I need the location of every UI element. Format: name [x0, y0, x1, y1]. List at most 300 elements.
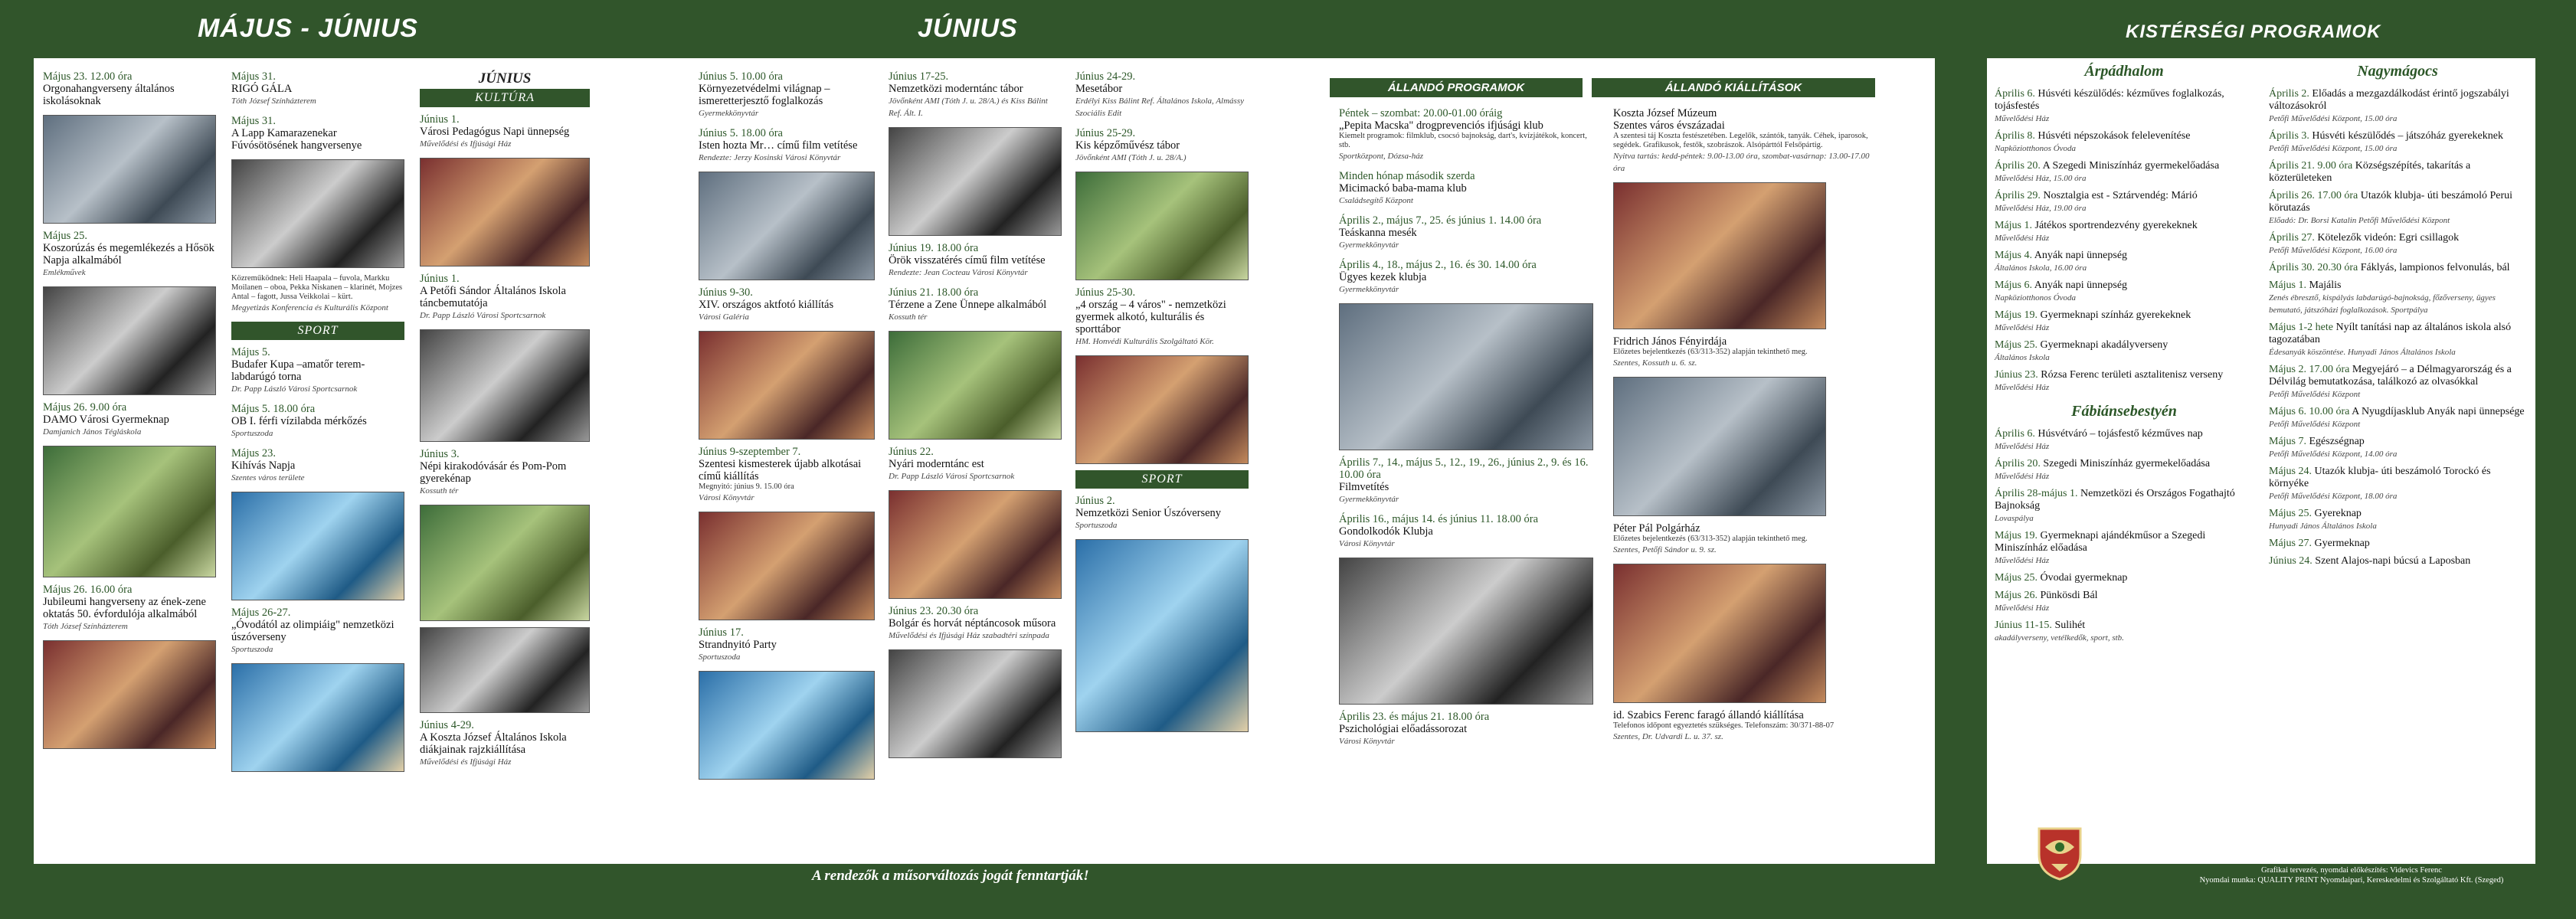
town-event-item [1995, 88, 2254, 125]
event-date: Május 2. 17.00 óra [2269, 364, 2352, 375]
event-venue: Petőfi Művelődési Központ, 18.00 óra [2269, 492, 2398, 501]
town-heading-arpadhalom: Árpádhalom [2084, 63, 2164, 80]
event-venue: Emlékművek [43, 268, 86, 277]
photo-pool-party [699, 671, 875, 780]
event-title: Egészségnap [2309, 436, 2365, 447]
event-title: RIGÓ GÁLA [231, 83, 293, 95]
photo-museum-interior [1613, 182, 1826, 329]
event-date: Május 1-2 hete [2269, 322, 2336, 333]
event-venue: Hunyadi János Általános Iskola [2269, 522, 2377, 531]
event-venue: Petőfi Művelődési Központ, 14.00 óra [2269, 450, 2398, 459]
imprint-line: Grafikai tervezés, nyomdai előkészítés: Videvics Ferenc [2261, 866, 2442, 875]
town-event-item [1995, 590, 2254, 614]
junius-heading: JÚNIUS [478, 70, 532, 87]
event-date: Május 7. [2269, 436, 2309, 447]
column-junius-3 [889, 70, 1062, 764]
town-event-item [1995, 250, 2254, 274]
imprint-line: 6600 Szentes, Kossuth tér 6. sz. · Tel: 63/510-300 Fax: 63/313-341 [2244, 856, 2460, 865]
town-event-item [2269, 322, 2526, 358]
event-title: Szentesi kismesterek újabb alkotásai című kiállítás [699, 458, 862, 482]
town-event-item [1995, 369, 2254, 394]
event-item [699, 286, 875, 323]
event-venue: Városi Könyvtár [1339, 539, 1395, 548]
imprint-line: Kiadja: Szentes Város Önkormányzata Polgármesteri Hivatala [2251, 826, 2452, 835]
town-event-item [2269, 555, 2526, 567]
imprint-line: Felelős kiadó: Szirbik Imre polgármester [2285, 836, 2418, 845]
event-date: Május 5. [231, 346, 270, 358]
event-title: Utazók klubja- úti beszámoló Perui körutazás [2269, 190, 2513, 214]
column-majus-2 [231, 70, 404, 778]
event-title: Népi kirakodóvásár és Pom-Pom gyerekénap [420, 460, 567, 485]
event-venue: Művelődési Ház [1995, 114, 2050, 123]
event-item [420, 273, 590, 322]
event-title: Óvodai gyermeknap [2040, 572, 2128, 584]
event-title: Jubileumi hangverseny az ének-zene oktatás 50. évfordulója alkalmából [43, 596, 206, 620]
event-venue: Városi Galéria [699, 312, 749, 322]
section-header-sport: SPORT [231, 322, 404, 340]
imprint-line: Nyomdai munka: QUALITY PRINT Nyomdaipari, Kereskedelmi és Szolgáltató Kft. (Szeged) [2199, 876, 2504, 885]
event-date: Június 25-29. [1075, 127, 1136, 139]
event-item [1339, 259, 1593, 296]
town-heading-nagymagocs: Nagymágocs [2357, 63, 2438, 80]
event-date: Május 26. 16.00 óra [43, 584, 133, 596]
event-date: Április 29. [1995, 190, 2044, 201]
event-item [699, 127, 875, 164]
town-event-item [1995, 488, 2254, 525]
photo-dance-show [420, 329, 590, 442]
exhibition-subtitle: Szentes város évszázadai [1613, 119, 1725, 132]
event-item [1339, 214, 1593, 251]
event-venue: Művelődési Ház [1995, 603, 2050, 613]
event-date: Május 23. [231, 447, 276, 460]
event-title: Szegedi Miniszínház gyermekelőadása [2043, 458, 2211, 469]
town-event-item [2269, 190, 2526, 227]
photo-burgher-house [1613, 564, 1826, 703]
event-item [699, 626, 875, 663]
event-venue: Dr. Papp László Városi Sportcsarnok [889, 472, 1015, 481]
header-center-title: JÚNIUS [918, 14, 1018, 43]
event-venue: Petőfi Művelődési Központ, 15.00 óra [2269, 144, 2398, 153]
photo-swimming [231, 663, 404, 772]
photo-fair [420, 505, 590, 621]
event-title: Községszépítés, takarítás a közterületeken [2269, 160, 2471, 184]
exhibition-note: Előzetes bejelentkezés (63/313-352) alapján tekinthető meg. [1613, 348, 1808, 356]
photo-art-camp [1075, 172, 1249, 280]
event-date: Április 30. 20.30 óra [2269, 262, 2361, 273]
event-venue: Erdélyi Kiss Bálint Ref. Általános Iskola, Almássy Szociális Edit [1075, 96, 1244, 118]
event-date: Május 6. [1995, 280, 2034, 291]
event-date: Május 25. [1995, 339, 2041, 351]
photo-folk-dancers [889, 649, 1062, 758]
event-date: Június 9-szeptember 7. [699, 446, 801, 458]
event-title: Pszichológiai előadássorozat [1339, 723, 1468, 735]
event-title: Gyermeknapi akadályverseny [2040, 339, 2168, 351]
event-date: Május 23. 12.00 óra [43, 70, 133, 83]
event-title: Nyári moderntánc est [889, 458, 984, 470]
event-venue: Sportuszoda [1075, 521, 1118, 530]
event-venue: Művelődési Ház [1995, 556, 2050, 565]
photo-teachers-day [420, 158, 590, 267]
event-venue: Művelődési és Ifjúsági Ház [420, 139, 512, 149]
event-date: Április 28-május 1. [1995, 488, 2080, 499]
event-item [1339, 170, 1593, 207]
photo-wind-quintet [231, 159, 404, 268]
event-item [889, 446, 1062, 482]
event-venue: Dr. Papp László Városi Sportcsarnok [231, 384, 358, 394]
event-date: Június 24-29. [1075, 70, 1136, 83]
photo-sport-challenge [231, 492, 404, 600]
town-event-item [1995, 280, 2254, 304]
header-left-title: MÁJUS - JÚNIUS [198, 14, 418, 43]
exhibition-title: Péter Pál Polgárház [1613, 522, 1700, 535]
event-title: Környezetvédelmi világnap – ismeretterjesztő foglalkozás [699, 83, 830, 107]
event-venue: Városi Könyvtár [1339, 737, 1395, 746]
town-event-item [2269, 232, 2526, 257]
event-item [231, 274, 404, 314]
event-title: Anyák napi ünnepség [2034, 280, 2128, 291]
event-date: Április 6. [1995, 88, 2038, 100]
event-venue: Művelődési Ház, 19.00 óra [1995, 204, 2087, 213]
event-title: Gyermeknapi ajándékműsor a Szegedi Miniszínház előadása [1995, 530, 2206, 554]
event-venue: Petőfi Művelődési Központ, 15.00 óra [2269, 114, 2398, 123]
column-junius-4 [1075, 70, 1249, 738]
event-title: Nosztalgia est - Sztárvendég: Márió [2043, 190, 2198, 201]
event-title: Kis képzőművész tábor [1075, 139, 1180, 152]
photo-exhibition [699, 331, 875, 440]
event-item [699, 70, 875, 119]
section-header-kultura: KULTÚRA [420, 89, 590, 107]
exhibition-item [1613, 522, 1871, 556]
imprint-line: Szerkesztőség: Szentes Város Önkormányzata Polgármesteri Hivatala [2239, 846, 2464, 855]
event-item [231, 447, 404, 484]
town-event-item [1995, 339, 2254, 364]
city-crest-icon [2036, 824, 2083, 881]
event-venue: Tóth József Színházterem [231, 96, 316, 106]
event-title: Ügyes kezek klubja [1339, 271, 1427, 283]
event-date: Május 4. [1995, 250, 2034, 261]
town-heading-fabiansebestyen: Fábiánsebestyén [2071, 403, 2177, 420]
exhibition-item [1613, 107, 1871, 175]
event-date: Április 6. [1995, 428, 2038, 440]
event-venue: Sportuszoda [699, 652, 741, 662]
event-venue: Petőfi Művelődési Központ [2269, 420, 2361, 429]
town-event-item [2269, 406, 2526, 430]
event-date: Április 3. [2269, 130, 2313, 142]
event-venue: Gyermekkönyvtár [1339, 285, 1399, 294]
event-title: Térzene a Zene Ünnepe alkalmából [889, 299, 1047, 311]
event-venue: Édesanyák köszöntése. Hunyadi János Általános Iskola [2269, 348, 2456, 357]
event-date: Június 5. 18.00 óra [699, 127, 783, 139]
town-event-item [1995, 220, 2254, 244]
event-date: Május 31. [231, 115, 276, 127]
event-venue: Rendezte: Jean Cocteau Városi Könyvtár [889, 268, 1028, 277]
photo-choir [43, 640, 216, 749]
event-item [1075, 495, 1249, 531]
town-event-item [1995, 458, 2254, 482]
event-date: Május 26. 9.00 óra [43, 401, 127, 414]
event-item [889, 70, 1062, 119]
exhibition-title: Fridrich János Fényirdája [1613, 335, 1727, 348]
event-date: Április 2., május 7., 25. és június 1. 14.00 óra [1339, 214, 1542, 227]
column-kisterseg-right [2269, 60, 2526, 573]
event-item [1075, 286, 1249, 348]
column-junius-2 [699, 70, 875, 786]
event-date: Május 31. [231, 70, 276, 83]
event-venue: Kossuth tér [889, 312, 928, 322]
town-event-item [2269, 508, 2526, 532]
event-title: Teáskanna mesék [1339, 227, 1417, 239]
photo-memorial-ceremony [43, 286, 216, 395]
event-date: Június 19. 18.00 óra [889, 242, 979, 254]
event-item [231, 607, 404, 656]
event-date: Június 23. 20.30 óra [889, 605, 979, 617]
event-title: Szent Alajos-napi búcsú a Laposban [2315, 555, 2471, 567]
column-allando-kiallitasok [1613, 107, 1871, 751]
photo-organ-concert [43, 115, 216, 224]
event-item [889, 286, 1062, 323]
event-title: Örök visszatérés című film vetítése [889, 254, 1046, 267]
event-date: Minden hónap második szerda [1339, 170, 1475, 182]
event-title: Utazók klubja- úti beszámoló Torockó és környéke [2269, 466, 2491, 489]
event-item [231, 403, 404, 440]
event-venue: Művelődési Ház, 15.00 óra [1995, 174, 2087, 183]
event-title: Micimackó baba-mama klub [1339, 182, 1467, 195]
event-date: Május 25. [2269, 508, 2315, 519]
event-venue: Petőfi Művelődési Központ [2269, 390, 2361, 399]
event-title: Orgonahangverseny általános iskolásoknak [43, 83, 175, 107]
photo-film-still [699, 172, 875, 280]
town-event-item [1995, 190, 2254, 214]
event-venue: Napköziotthonos Óvoda [1995, 293, 2077, 303]
event-note: Megnyitó: június 9. 15.00 óra [699, 482, 794, 491]
event-date: Április 21. 9.00 óra [2269, 160, 2355, 172]
event-venue: Sportuszoda [231, 645, 273, 654]
photo-computer-room [1339, 303, 1593, 450]
event-item [1339, 456, 1593, 505]
event-date: Június 11-15. [1995, 620, 2055, 631]
event-venue: Művelődési Ház [1995, 383, 2050, 392]
town-event-item [2269, 364, 2526, 401]
event-date: Április 20. [1995, 458, 2044, 469]
column-majus-1 [43, 70, 216, 755]
event-date: Június 9-30. [699, 286, 753, 299]
event-date: Június 23. [1995, 369, 2041, 381]
exhibition-note: Előzetes bejelentkezés (63/313-352) alapján tekinthető meg. [1613, 535, 1808, 543]
event-title: Anyák napi ünnepség [2034, 250, 2128, 261]
event-venue: Jövőnként AMI (Tóth J. u. 28/A.) [1075, 153, 1187, 162]
event-venue: Általános Iskola, 16.00 óra [1995, 263, 2087, 273]
event-title: XIV. országos aktfotó kiállítás [699, 299, 834, 311]
event-title: Filmvetítés [1339, 481, 1389, 493]
exhibition-address: Szentes, Dr. Udvardi L. u. 37. sz. [1613, 732, 1723, 741]
event-venue: Szentes város területe [231, 473, 305, 482]
event-item [889, 605, 1062, 642]
event-date: Április 8. [1995, 130, 2038, 142]
event-date: Május 19. [1995, 309, 2041, 321]
event-title: Gyermeknap [2314, 538, 2370, 549]
event-title: Gyereknap [2314, 508, 2362, 519]
nagymagocs-list [2269, 88, 2526, 567]
event-item [231, 115, 404, 152]
event-title: A Szegedi Miniszínház gyermekelőadása [2042, 160, 2220, 172]
exhibition-note: Telefonos időpont egyeztetés szükséges. Telefonszám: 30/371-88-07 [1613, 721, 1835, 730]
column-junius-1 [420, 70, 590, 776]
photo-modern-dance [889, 127, 1062, 236]
town-event-item [2269, 88, 2526, 125]
event-venue: Damjanich János Tégláskola [43, 427, 142, 437]
event-venue: Jövőnként AMI (Tóth J. u. 28/A.) és Kiss Bálint Ref. Ált. I. [889, 96, 1048, 118]
town-event-item [1995, 130, 2254, 155]
event-item [420, 719, 590, 768]
event-venue: Zenés ébresztő, kispályás labdarúgó-bajnokság, főzőverseny, ügyes bemutató, játszóházi foglalkozások. Sportpálya [2269, 293, 2496, 315]
photo-children-camp [1075, 355, 1249, 464]
event-item [1339, 107, 1593, 162]
event-title: DAMO Városi Gyermeknap [43, 414, 169, 426]
event-title: Rózsa Ferenc területi asztalitenisz verseny [2041, 369, 2224, 381]
header-bar [0, 0, 2576, 58]
event-title: Húsvétváró – tojásfestő kézműves nap [2038, 428, 2203, 440]
column-kisterseg-left [1995, 60, 2254, 649]
event-date: Május 24. [2269, 466, 2315, 477]
allando-programok-header: ÁLLANDÓ PROGRAMOK [1330, 78, 1583, 97]
event-venue: Városi Könyvtár [699, 493, 754, 502]
exhibition-title: id. Szabics Ferenc faragó állandó kiállítása [1613, 709, 1804, 721]
photo-childrens-day [43, 446, 216, 577]
town-event-item [2269, 436, 2526, 460]
town-event-item [2269, 130, 2526, 155]
section-header-sport: SPORT [1075, 470, 1249, 489]
event-date: Péntek – szombat: 20.00-01.00 óráig [1339, 107, 1503, 119]
town-event-item [1995, 530, 2254, 567]
event-title: Húsvéti készülődés: kézműves foglalkozás, tojásfestés [1995, 88, 2224, 112]
arpadhalom-list [1995, 88, 2254, 394]
event-title: Koszorúzás és megemlékezés a Hősök Napja alkalmából [43, 242, 214, 267]
event-item [231, 346, 404, 395]
event-item [43, 70, 216, 107]
event-title: Sulihét [2054, 620, 2086, 631]
event-date: Április 16., május 14. és június 11. 18.00 óra [1339, 513, 1539, 525]
event-date: Május 27. [2269, 538, 2315, 549]
event-item [1075, 70, 1249, 119]
event-item [1339, 711, 1593, 747]
event-title: A Koszta József Általános Iskola diákjainak rajzkiállítása [420, 731, 567, 756]
event-title: A Petőfi Sándor Általános Iskola táncbemutatója [420, 285, 566, 309]
event-venue: Művelődési Ház [1995, 234, 2050, 243]
event-venue: Előadó: Dr. Borsi Katalin Petőfi Művelődési Központ [2269, 216, 2450, 225]
exhibition-hours: Nyitva tartás: kedd-péntek: 9.00-13.00 óra, szombat-vasárnap: 13.00-17.00 óra [1613, 152, 1870, 173]
event-date: Június 1. [420, 113, 460, 126]
event-venue: HM. Honvédi Kulturális Szolgáltató Kör. [1075, 337, 1214, 346]
event-title: Kihívás Napja [231, 460, 296, 472]
event-date: Június 17-25. [889, 70, 949, 83]
event-item [420, 448, 590, 497]
event-venue: Sportuszoda [231, 429, 273, 438]
event-venue: Általános Iskola [1995, 353, 2050, 362]
event-date: Április 2. [2269, 88, 2313, 100]
event-venue: Művelődési Ház [1995, 472, 2050, 481]
event-venue: Kossuth tér [420, 486, 459, 495]
event-title: Mesetábor [1075, 83, 1123, 95]
event-item [43, 584, 216, 633]
event-date: Május 25. [43, 230, 87, 242]
event-venue: Tóth József Színházterem [43, 622, 128, 631]
event-date: Június 24. [2269, 555, 2316, 567]
event-venue: Sportközpont, Dózsa-ház [1339, 152, 1424, 161]
event-venue: Petőfi Művelődési Központ, 16.00 óra [2269, 246, 2398, 255]
event-venue: Rendezte: Jerzy Kosinski Városi Könyvtár [699, 153, 841, 162]
event-title: Gyermeknapi színház gyerekeknek [2040, 309, 2191, 321]
event-date: Június 17. [699, 626, 744, 639]
photo-photo-studio [1613, 377, 1826, 516]
photo-crafts [699, 512, 875, 620]
event-venue: Gyermekkönyvtár [1339, 240, 1399, 250]
event-item [43, 230, 216, 279]
photo-statue [420, 627, 590, 713]
event-venue: Lovaspálya [1995, 514, 2034, 523]
event-date: Május 25. [1995, 572, 2041, 584]
event-date: Június 4-29. [420, 719, 474, 731]
event-title: Húsvéti készülődés – játszóház gyerekeknek [2312, 130, 2503, 142]
fabiansebestyen-list [1995, 428, 2254, 644]
event-title: Nemzetközi Senior Úszóverseny [1075, 507, 1222, 519]
event-date: Május 1. [2269, 280, 2309, 291]
event-date: Május 1. [1995, 220, 2035, 231]
exhibition-note: A szentesi táj Koszta festészetében. Legelők, szántók, tanyák. Céhek, iparosok, segédek. Grafikusok, festők, szobrászok. Alsópárttól Felsőpártig. [1613, 132, 1868, 149]
event-venue: Napköziotthonos Óvoda [1995, 144, 2077, 153]
town-event-item [2269, 538, 2526, 550]
town-event-item [1995, 309, 2254, 334]
event-note: Kiemelt programok: filmklub, csocsó bajnokság, dart's, kvízjátékok, koncert, stb. [1339, 132, 1587, 149]
event-date: Június 3. [420, 448, 460, 460]
event-item [699, 446, 875, 504]
photo-swimming-race [1075, 539, 1249, 732]
event-date: Május 5. 18.00 óra [231, 403, 316, 415]
event-venue: Megyetizás Konferencia és Kulturális Központ [231, 303, 388, 312]
event-date: Június 1. [420, 273, 460, 285]
event-title: Húsvéti népszokások felelevenítése [2038, 130, 2191, 142]
event-note: Közreműködnek: Heli Haapala – fuvola, Markku Moilanen – oboa, Pekka Niskanen – klarinét, Mojzes Antal – fagott, Jussa Veikkolai – kürt. [231, 274, 403, 301]
event-date: Május 26-27. [231, 607, 291, 619]
event-item [43, 401, 216, 438]
event-date: Április 23. és május 21. 18.00 óra [1339, 711, 1490, 723]
event-title: Nyílt tanítási nap az általános iskola alsó tagozatában [2269, 322, 2512, 345]
event-title: Isten hozta Mr… című film vetítése [699, 139, 858, 152]
event-venue: Művelődési és Ifjúsági Ház szabadtéri színpada [889, 631, 1049, 640]
event-venue: Gyermekkönyvtár [1339, 495, 1399, 504]
event-date: Április 4., 18., május 2., 16. és 30. 14.00 óra [1339, 259, 1537, 271]
photo-lecture-audience [1339, 558, 1593, 705]
allando-kiallitasok-header: ÁLLANDÓ KIÁLLÍTÁSOK [1592, 78, 1875, 97]
exhibition-item [1613, 335, 1871, 369]
photo-ballet [889, 490, 1062, 599]
event-title: Nemzetközi moderntánc tábor [889, 83, 1023, 95]
event-title: Budafer Kupa –amatőr terem-labdarúgó torna [231, 358, 365, 383]
event-title: Gondolkodók Klubja [1339, 525, 1433, 538]
town-event-item [1995, 572, 2254, 584]
event-title: A Nyugdíjasklub Anyák napi ünnepsége [2352, 406, 2525, 417]
event-venue: Dr. Papp László Városi Sportcsarnok [420, 311, 546, 320]
exhibition-address: Szentes, Kossuth u. 6. sz. [1613, 358, 1697, 368]
footer-imprint [2191, 826, 2512, 885]
event-date: Április 27. [2269, 232, 2318, 244]
column-allando-programok [1339, 107, 1593, 755]
event-date: Június 22. [889, 446, 934, 458]
exhibition-item [1613, 709, 1871, 743]
event-title: Fáklyás, lampionos felvonulás, bál [2360, 262, 2510, 273]
event-venue: Családsegítő Központ [1339, 196, 1413, 205]
event-title: „4 ország – 4 város" - nemzetközi gyermek alkotó, kulturális és sporttábor [1075, 299, 1226, 335]
event-venue: Gyermekkönyvtár [699, 109, 759, 118]
